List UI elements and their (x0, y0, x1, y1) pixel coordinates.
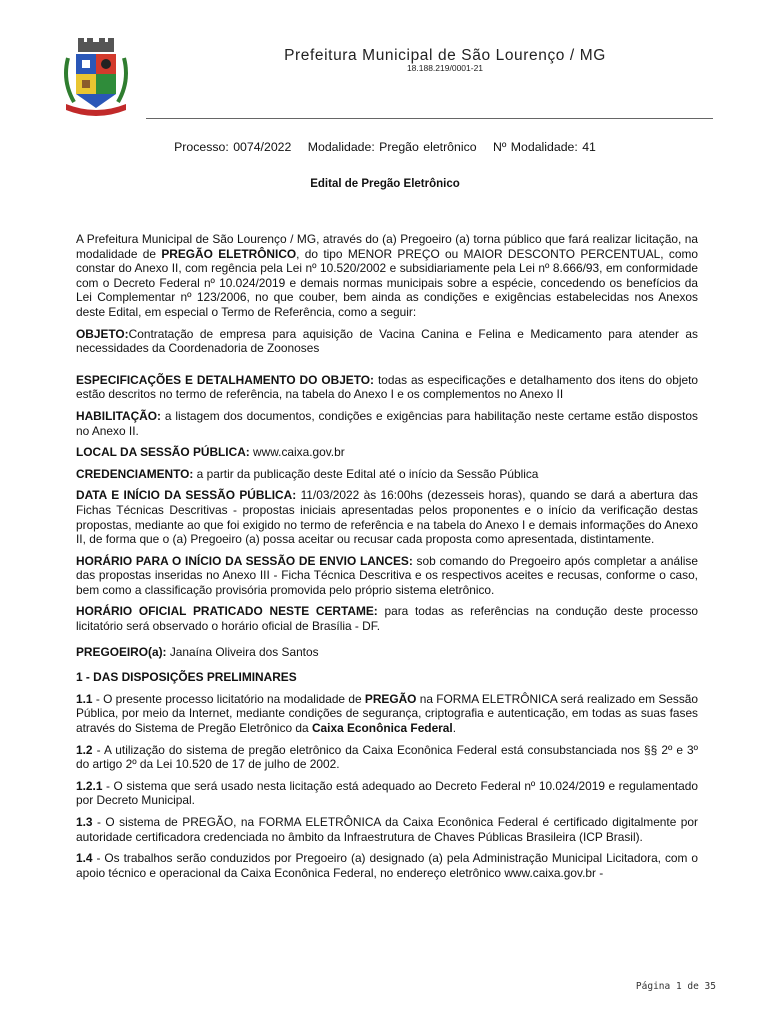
chapter1-heading (76, 670, 698, 685)
horario-oficial-label: HORÁRIO OFICIAL PRATICADO NESTE CERTAME: (76, 604, 378, 619)
horario-oficial-text: para todas as referências na condução deste processo licitatório será observado o horário oficial de Brasília - DF. (76, 604, 698, 634)
credenciamento-paragraph (76, 467, 698, 482)
clause-1-3-number: 1.3 (76, 815, 93, 829)
objeto-label: OBJETO: (76, 326, 129, 341)
credenciamento-text: a partir da publicação deste Edital até o início da Sessão Pública (193, 466, 539, 481)
chapter1-heading-text: 1 - DAS DISPOSIÇÕES PRELIMINARES (76, 670, 297, 685)
intro-text-1: A Prefeitura Municipal de São Lourenço / MG, através do (a) Pregoeiro (a) torna público que fará realizar licitação, na modalidade de (76, 232, 698, 261)
clause-1-1-text-2: na FORMA ELETRÔNICA será realizado em Sessão Pública, por meio da Internet, mediante condições de segurança, criptografia e autenticação, em todas as suas fases através do Sistema de Pregão Eletrônico da (76, 691, 698, 736)
clause-1-4-text: - Os trabalhos serão conduzidos por Pregoeiro (a) designado (a) pela Administração Municipal Licitadora, com o apoio técnico e operacional da Caixa Econônica Federal, no endereço eletrônico www.caixa.gov.br - (76, 851, 698, 880)
clause-1-1 (76, 692, 698, 736)
intro-paragraph (76, 232, 698, 320)
local-text: www.caixa.gov.br (249, 445, 345, 460)
credenciamento-label: CREDENCIAMENTO: (76, 466, 194, 481)
horario-lances-label: HORÁRIO PARA O INÍCIO DA SESSÃO DE ENVIO LANCES: (76, 553, 413, 568)
intro-text-2: , do tipo MENOR PREÇO ou MAIOR DESCONTO PERCENTUAL, como constar do Anexo II, com regência pela Lei nº 10.520/2002 e subsidiariamente pela Lei nº 8.666/93, em conformidade com o Decreto Federal nº 10.024/2019 e demais normas municipais sobre a espécie, concedendo os benefícios da Lei Complementar nº 123/2006, no que couber, bem ainda as condições e exigências estabelecidas nos Anexos deste Edital, em especial o Termo de Referência, como a seguir: (76, 246, 698, 319)
clause-1-3 (76, 815, 698, 844)
clause-1-4 (76, 851, 698, 880)
habilitacao-label: HABILITAÇÃO: (76, 408, 161, 423)
municipal-coat-of-arms-icon (60, 36, 132, 120)
clause-1-4-number: 1.4 (76, 851, 93, 866)
clause-1-2-text: - A utilização do sistema de pregão eletrônico da Caixa Econônica Federal está consubstanciada nos §§ 2º e 3º do artigo 2º da Lei 10.520 de 17 de julho de 2002. (76, 742, 698, 772)
local-paragraph (76, 445, 698, 460)
data-inicio-label: DATA E INÍCIO DA SESSÃO PÚBLICA: (76, 488, 297, 503)
especificacoes-label: ESPECIFICAÇÕES E DETALHAMENTO DO OBJETO: (76, 372, 374, 387)
pregoeiro-paragraph (76, 645, 698, 660)
clause-1-1-bold-1: PREGÃO (364, 691, 417, 706)
especificacoes-text: todas as especificações e detalhamento dos itens do objeto estão descritos no termo de referência, na tabela do Anexo I e os complementos no Anexo II (76, 372, 698, 402)
process-modality-number: Nº Modalidade: 41 (493, 140, 596, 154)
header-cnpj: 18.188.219/0001-21 (406, 63, 484, 73)
clause-1-2-1 (76, 779, 698, 808)
especificacoes-paragraph (76, 373, 698, 402)
clause-1-2 (76, 743, 698, 772)
process-modality: Modalidade: Pregão eletrônico (307, 140, 477, 154)
local-label: LOCAL DA SESSÃO PÚBLICA: (76, 445, 250, 460)
header-title: Prefeitura Municipal de São Lourenço / MG (284, 47, 606, 64)
intro-bold: PREGÃO ELETRÔNICO (161, 246, 297, 261)
pregoeiro-text: Janaína Oliveira dos Santos (166, 644, 319, 659)
clause-1-2-1-number: 1.2.1 (76, 778, 103, 793)
document-body (76, 232, 698, 887)
habilitacao-text: a listagem dos documentos, condições e exigências para habilitação neste certame estão dispostos no Anexo II. (76, 408, 698, 438)
pregoeiro-label: PREGOEIRO(a): (76, 644, 167, 659)
data-inicio-text: 11/03/2022 às 16:00hs (dezesseis horas), quando se dará a abertura das Fichas Técnicas Descritivas - propostas iniciais apresentadas pelos proponentes e o início da verificação destas propostas, mediante ao que foi exigido no termo de referência e na tabela do Anexo I e demais informações do Anexo II, de forma que o (a) Pregoeiro (a) possa aceitar ou recusar cada proposta como apresentada, distintamente. (76, 488, 698, 547)
data-inicio-paragraph (76, 488, 698, 546)
clause-1-2-1-text: - O sistema que será usado nesta licitação está adequado ao Decreto Federal nº 10.024/2019 e regulamentado por Decreto Municipal. (76, 778, 698, 808)
objeto-paragraph (76, 327, 698, 356)
clause-1-1-text-3: . (452, 721, 457, 736)
clause-1-1-text-1: - O presente processo licitatório na modalidade de (92, 691, 365, 706)
horario-lances-paragraph (76, 554, 698, 598)
process-number: Processo: 0074/2022 (174, 140, 292, 154)
clause-1-1-bold-2: Caixa Econônica Federal (311, 721, 453, 736)
horario-lances-text: sob comando do Pregoeiro após completar a análise das propostas inseridas no Anexo III - Ficha Técnica Descritiva e os respectivos aceites e recusas, conforme o caso, bem como a classificação provisória promovida pelo próprio sistema eletrônico. (76, 553, 698, 597)
horario-oficial-paragraph (76, 604, 698, 633)
header-divider (146, 118, 713, 119)
process-info (0, 140, 770, 154)
objeto-text: Contratação de empresa para aquisição de Vacina Canina e Felina e Medicamento para atender as necessidades da Coordenadoria de Zoonoses (76, 326, 698, 356)
clause-1-1-number: 1.1 (76, 691, 93, 706)
clause-1-3-text: - O sistema de PREGÃO, na FORMA ELETRÔNICA da Caixa Econônica Federal é certificado digitalmente por autoridade certificadora credenciada no âmbito da Infraestrutura de Chaves Públicas Brasileira (ICP Brasil). (76, 815, 698, 844)
document-title: Edital de Pregão Eletrônico (310, 178, 460, 190)
page-number: Página 1 de 35 (635, 981, 716, 992)
habilitacao-paragraph (76, 409, 698, 438)
clause-1-2-number: 1.2 (76, 742, 93, 757)
